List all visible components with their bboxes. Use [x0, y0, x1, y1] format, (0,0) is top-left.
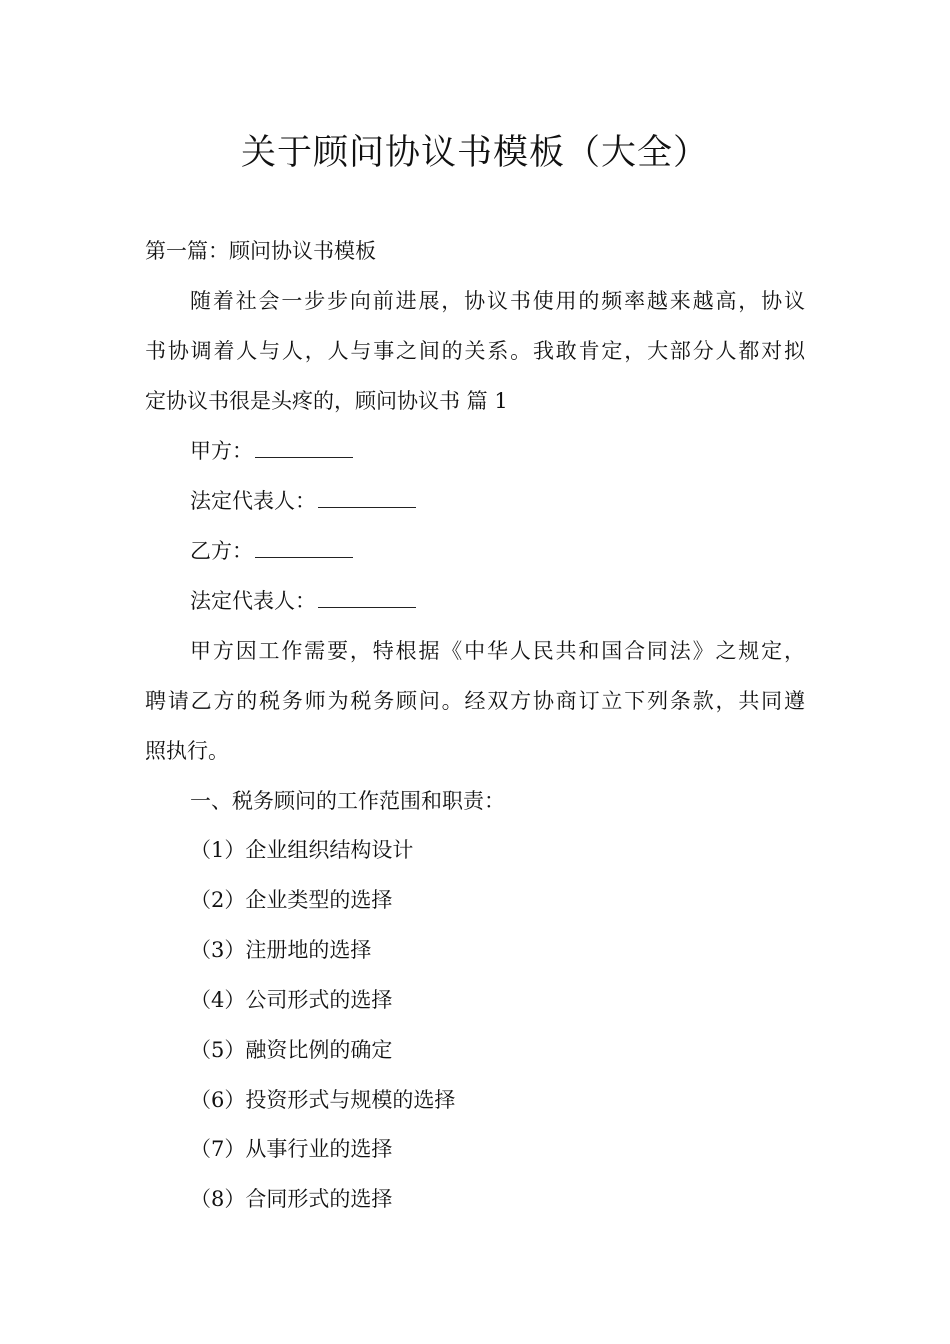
- clause-item: （3）注册地的选择: [190, 938, 372, 962]
- party-a-blank: [255, 439, 353, 458]
- document-title: 关于顾问协议书模板（大全）: [240, 133, 709, 173]
- party-a-representative-blank: [318, 489, 416, 508]
- party-a-representative-label: 法定代表人：: [190, 489, 316, 513]
- clause-item: （7）从事行业的选择: [190, 1137, 393, 1161]
- clause-item: （5）融资比例的确定: [190, 1038, 393, 1062]
- intro-line-2: 书协调着人与人，人与事之间的关系。我敢肯定，大部分人都对拟: [145, 339, 805, 363]
- intro-line-3: 定协议书很是头疼的，顾问协议书 篇 1: [145, 389, 508, 413]
- party-b-row: [190, 536, 353, 566]
- body-line-1: 甲方因工作需要，特根据《中华人民共和国合同法》之规定，: [190, 639, 805, 663]
- body-line-2: 聘请乙方的税务师为税务顾问。经双方协商订立下列条款，共同遵: [145, 689, 805, 713]
- body-line-3: 照执行。: [145, 739, 229, 763]
- section-heading: 第一篇：顾问协议书模板: [145, 239, 376, 263]
- party-a-row: [190, 436, 353, 466]
- party-b-representative-label: 法定代表人：: [190, 589, 316, 613]
- party-b-label: 乙方：: [190, 539, 253, 563]
- intro-line-1: 随着社会一步步向前进展，协议书使用的频率越来越高，协议: [190, 289, 805, 313]
- party-a-label: 甲方：: [190, 439, 253, 463]
- party-b-blank: [255, 539, 353, 558]
- party-b-representative-row: [190, 586, 416, 616]
- clause-item: （4）公司形式的选择: [190, 988, 393, 1012]
- party-a-representative-row: [190, 486, 416, 516]
- clause-item: （1）企业组织结构设计: [190, 838, 414, 862]
- clause-heading: 一、税务顾问的工作范围和职责：: [190, 789, 505, 813]
- clause-item: （6）投资形式与规模的选择: [190, 1088, 456, 1112]
- clause-item: （8）合同形式的选择: [190, 1187, 393, 1211]
- clause-item: （2）企业类型的选择: [190, 888, 393, 912]
- party-b-representative-blank: [318, 589, 416, 608]
